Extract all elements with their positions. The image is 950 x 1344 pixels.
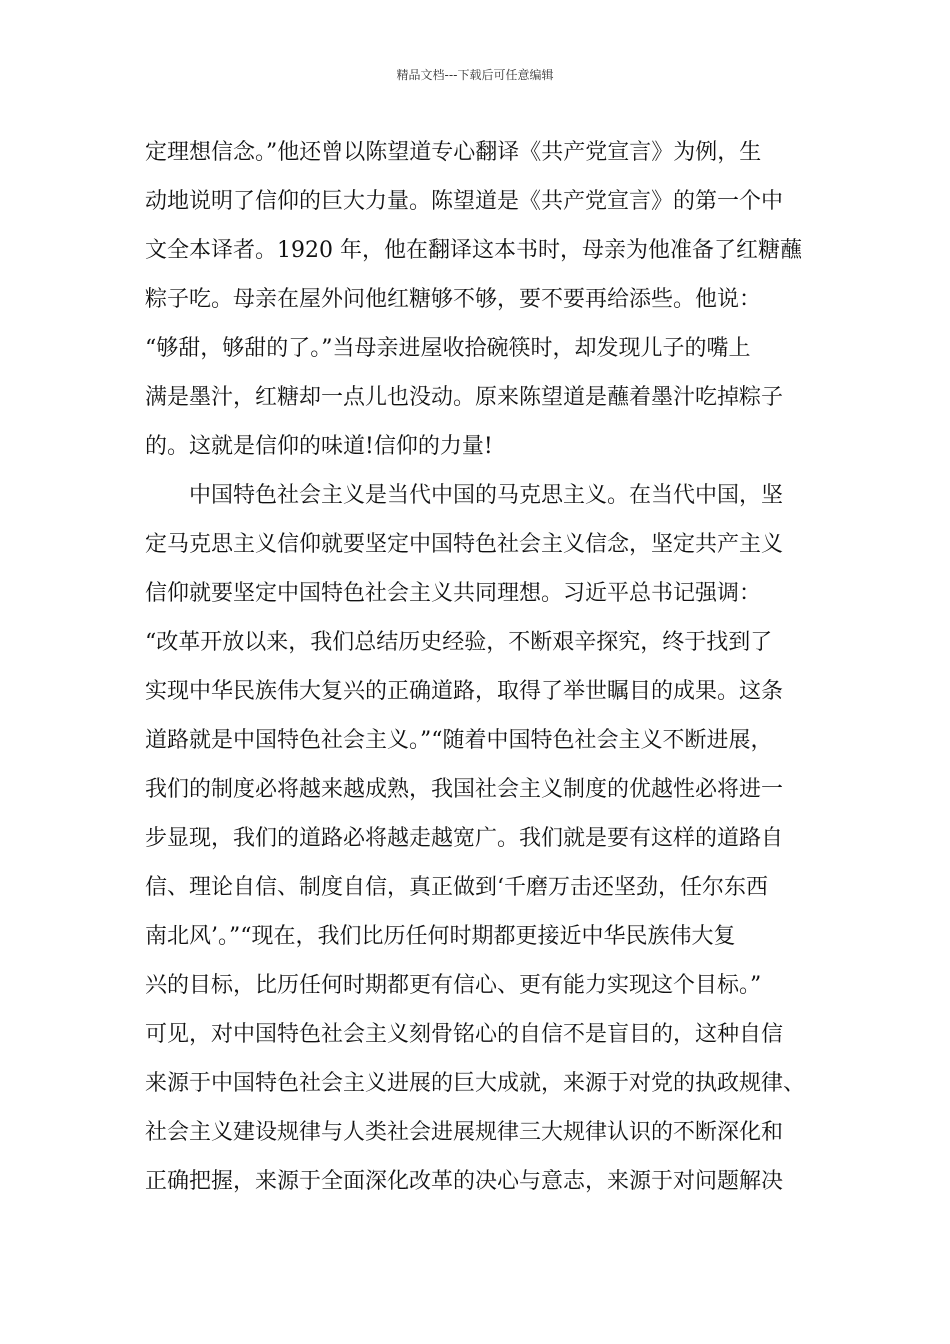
- text-line: 定理想信念。”他还曾以陈望道专心翻译《共产党宣言》为例，生: [145, 140, 762, 165]
- text-line: 步显现，我们的道路必将越走越宽广。我们就是要有这样的道路自: [145, 826, 784, 851]
- text-line: 粽子吃。母亲在屋外问他红糖够不够，要不要再给添些。他说：: [145, 287, 762, 312]
- text-line: 文全本译者。1920 年，他在翻译这本书时，母亲为他准备了红糖蘸: [145, 238, 802, 263]
- page-header: 精品文档---下载后可任意编辑: [396, 68, 554, 82]
- text-line: 兴的目标，比历任何时期都更有信心、更有能力实现这个目标。”: [145, 973, 762, 998]
- text-line: 定马克思主义信仰就要坚定中国特色社会主义信念，坚定共产主义: [145, 532, 784, 557]
- text-line: 道路就是中国特色社会主义。”“随着中国特色社会主义不断进展，: [145, 728, 773, 753]
- text-line: 满是墨汁，红糖却一点儿也没动。原来陈望道是蘸着墨汁吃掉粽子: [145, 385, 784, 410]
- text-line: 实现中华民族伟大复兴的正确道路，取得了举世瞩目的成果。这条: [145, 679, 784, 704]
- document-body: [145, 131, 810, 1209]
- text-line: 动地说明了信仰的巨大力量。陈望道是《共产党宣言》的第一个中: [145, 189, 784, 214]
- paragraph-first-line: 中国特色社会主义是当代中国的马克思主义。在当代中国，坚: [189, 483, 784, 508]
- text-line: “改革开放以来，我们总结历史经验，不断艰辛探究，终于找到了: [145, 630, 773, 655]
- text-line: 信仰就要坚定中国特色社会主义共同理想。习近平总书记强调：: [145, 581, 762, 606]
- text-line: 南北风’。”“现在，我们比历任何时期都更接近中华民族伟大复: [145, 924, 736, 949]
- text-line: 信、理论自信、制度自信，真正做到‘千磨万击还坚劲，任尔东西: [145, 875, 768, 900]
- text-line: 的。这就是信仰的味道!信仰的力量!: [145, 434, 493, 459]
- text-line: 社会主义建设规律与人类社会进展规律三大规律认识的不断深化和: [145, 1120, 784, 1145]
- text-line: 可见，对中国特色社会主义刻骨铭心的自信不是盲目的，这种自信: [145, 1022, 784, 1047]
- text-line: 正确把握，来源于全面深化改革的决心与意志，来源于对问题解决: [145, 1169, 784, 1194]
- text-line: 来源于中国特色社会主义进展的巨大成就，来源于对党的执政规律、: [145, 1071, 806, 1096]
- text-line: 我们的制度必将越来越成熟，我国社会主义制度的优越性必将进一: [145, 777, 784, 802]
- text-line: “够甜，够甜的了。”当母亲进屋收拾碗筷时，却发现儿子的嘴上: [145, 336, 751, 361]
